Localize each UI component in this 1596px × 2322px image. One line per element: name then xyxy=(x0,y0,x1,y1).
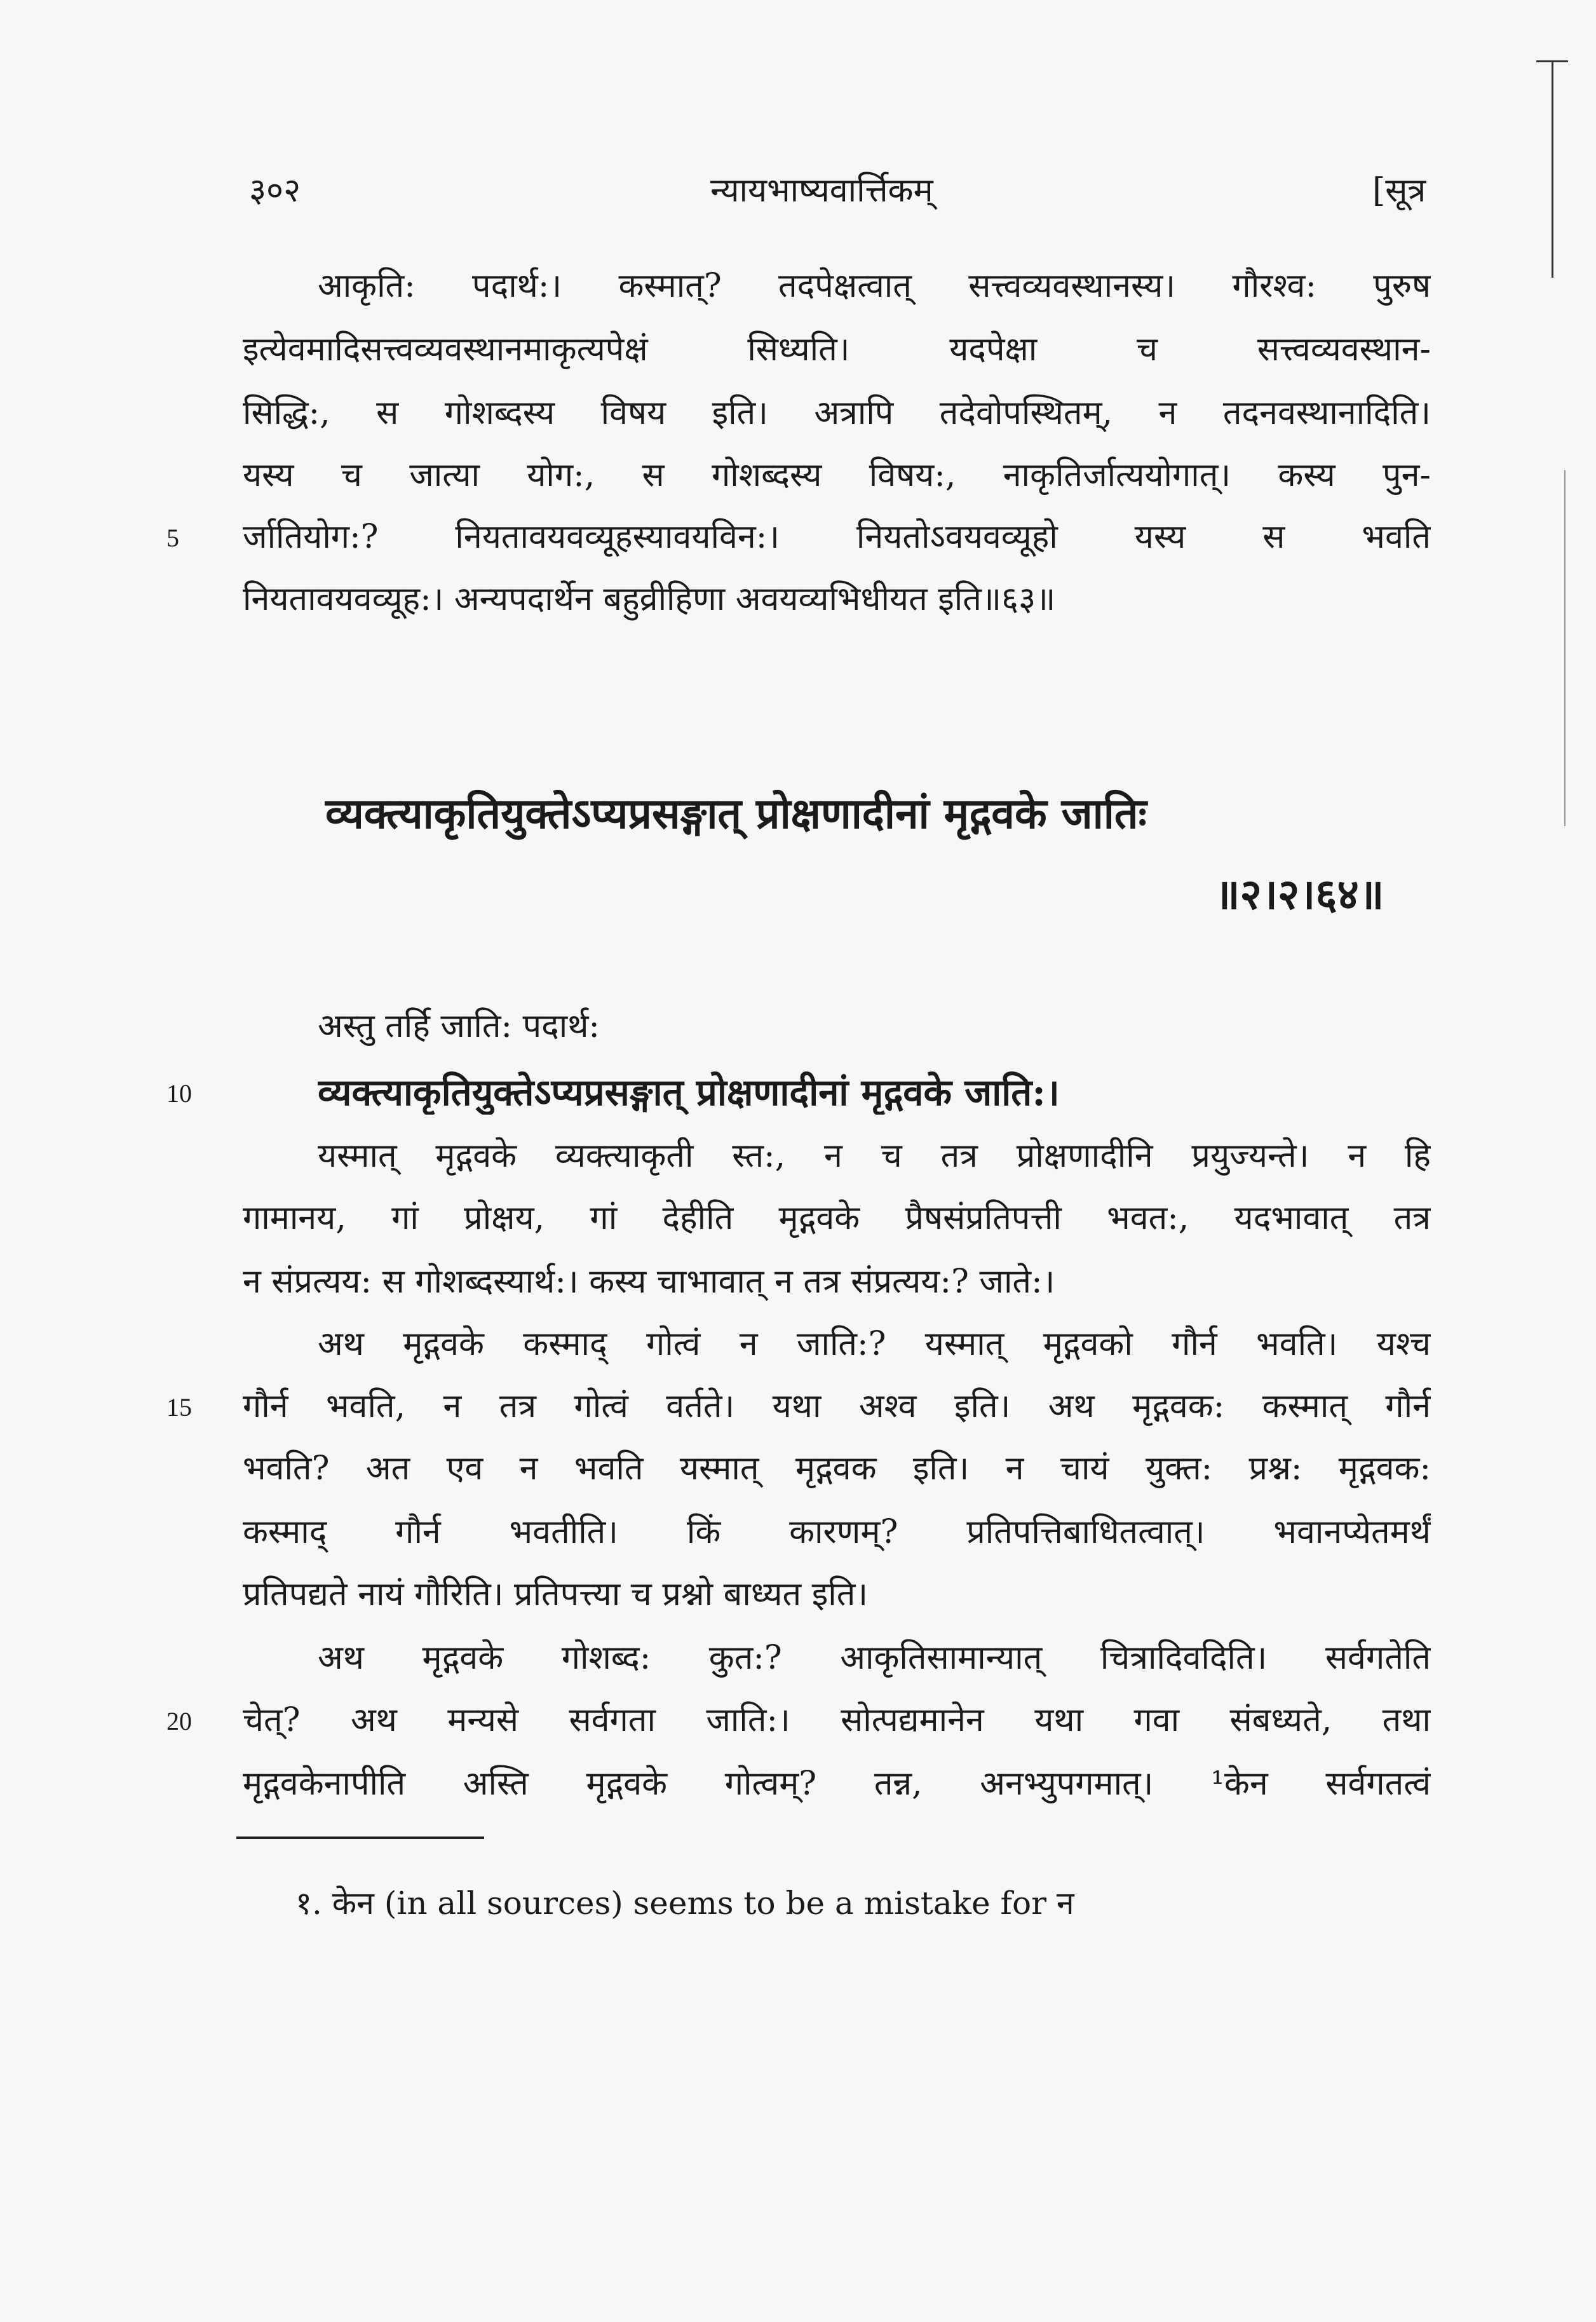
line-number: 20 xyxy=(166,1707,192,1735)
page-number: ३०२ xyxy=(249,172,301,210)
text-line: गौर्न भवति, न तत्र गोत्वं वर्तते। यथा अश्व इति। अथ मृद्गवक: कस्मात् गौर्न xyxy=(243,1387,1431,1425)
text-line: आकृति: पदार्थ:। कस्मात्? तदपेक्षत्वात् सत्त्वव्यवस्थानस्य। गौरश्व: पुरुष xyxy=(318,267,1431,305)
running-title: न्यायभाष्यवार्त्तिकम् xyxy=(710,172,933,210)
text-line: कस्माद् गौर्न भवतीति। किं कारणम्? प्रतिपत्तिबाधितत्वात्। भवानप्येतमर्थं xyxy=(243,1513,1431,1551)
text-line: अथ मृद्गवके कस्माद् गोत्वं न जाति:? यस्मात् मृद्गवको गौर्न भवति। यश्च xyxy=(318,1325,1431,1363)
line-number: 15 xyxy=(166,1393,192,1422)
scan-edge-mark xyxy=(1564,470,1566,826)
text-line: गामानय, गां प्रोक्षय, गां देहीति मृद्गवके प्रैषसंप्रतिपत्ती भवत:, यदभावात् तत्र xyxy=(243,1199,1431,1237)
text-line: मृद्गवकेनापीति अस्ति मृद्गवके गोत्वम्? तन्न, अनभ्युपगमात्। ¹केन सर्वगतत्वं xyxy=(243,1765,1431,1803)
line-number: 5 xyxy=(166,524,179,552)
sutra-number: ॥२।२।६४॥ xyxy=(1215,869,1384,919)
intro-line: अस्तु तर्हि जाति: पदार्थ: xyxy=(318,1007,600,1045)
footnote-rule xyxy=(236,1837,484,1839)
text-line: न संप्रत्यय: स गोशब्दस्यार्थ:। कस्य चाभावात् न तत्र संप्रत्यय:? जाते:। xyxy=(243,1263,1055,1301)
text-line: भवति? अत एव न भवति यस्मात् मृद्गवक इति। न चायं युक्त: प्रश्न: मृद्गवक: xyxy=(243,1450,1431,1488)
text-line: र्जातियोग:? नियतावयवव्यूहस्यावयविन:। नियतोऽवयवव्यूहो यस्य स भवति xyxy=(243,518,1431,556)
text-line: यस्मात् मृद्गवके व्यक्त्याकृती स्त:, न च तत्र प्रोक्षणादीनि प्रयुज्यन्ते। न हि xyxy=(318,1137,1431,1175)
text-line: यस्य च जात्या योग:, स गोशब्दस्य विषय:, नाकृतिर्जात्ययोगात्। कस्य पुन- xyxy=(243,456,1431,494)
text-line: अथ मृद्गवके गोशब्द: कुत:? आकृतिसामान्यात् चित्रादिवदिति। सर्वगतेति xyxy=(318,1639,1431,1677)
sutra-inline: व्यक्त्याकृतियुक्तेऽप्यप्रसङ्गात् प्रोक्षणादीनां मृद्गवके जाति:। xyxy=(318,1071,1060,1114)
footnote: १. केन (in all sources) seems to be a mistake for न xyxy=(295,1885,1074,1922)
text-line: नियतावयवव्यूह:। अन्यपदार्थेन बहुव्रीहिणा अवयव्यभिधीयत इति॥६३॥ xyxy=(243,580,1056,618)
text-line: इत्येवमादिसत्त्वव्यवस्थानमाकृत्यपेक्षं सिध्यति। यदपेक्षा च सत्त्वव्यवस्थान- xyxy=(243,330,1431,369)
text-line: चेत्? अथ मन्यसे सर्वगता जाति:। सोत्पद्यमानेन यथा गवा संबध्यते, तथा xyxy=(243,1701,1431,1739)
sutra-heading: व्यक्त्याकृतियुक्तेऽप्यप्रसङ्गात् प्रोक्षणादीनां मृद्गवके जातिः xyxy=(325,789,1147,838)
text-line: सिद्धि:, स गोशब्दस्य विषय इति। अत्रापि तदेवोपस्थितम्, न तदनवस्थानादिति। xyxy=(243,394,1431,432)
section-mark: [सूत्र xyxy=(1372,172,1426,210)
line-number: 10 xyxy=(166,1079,192,1108)
scan-edge-mark xyxy=(1552,62,1553,278)
text-line: प्रतिपद्यते नायं गौरिति। प्रतिपत्त्या च प्रश्नो बाध्यत इति। xyxy=(243,1575,869,1613)
